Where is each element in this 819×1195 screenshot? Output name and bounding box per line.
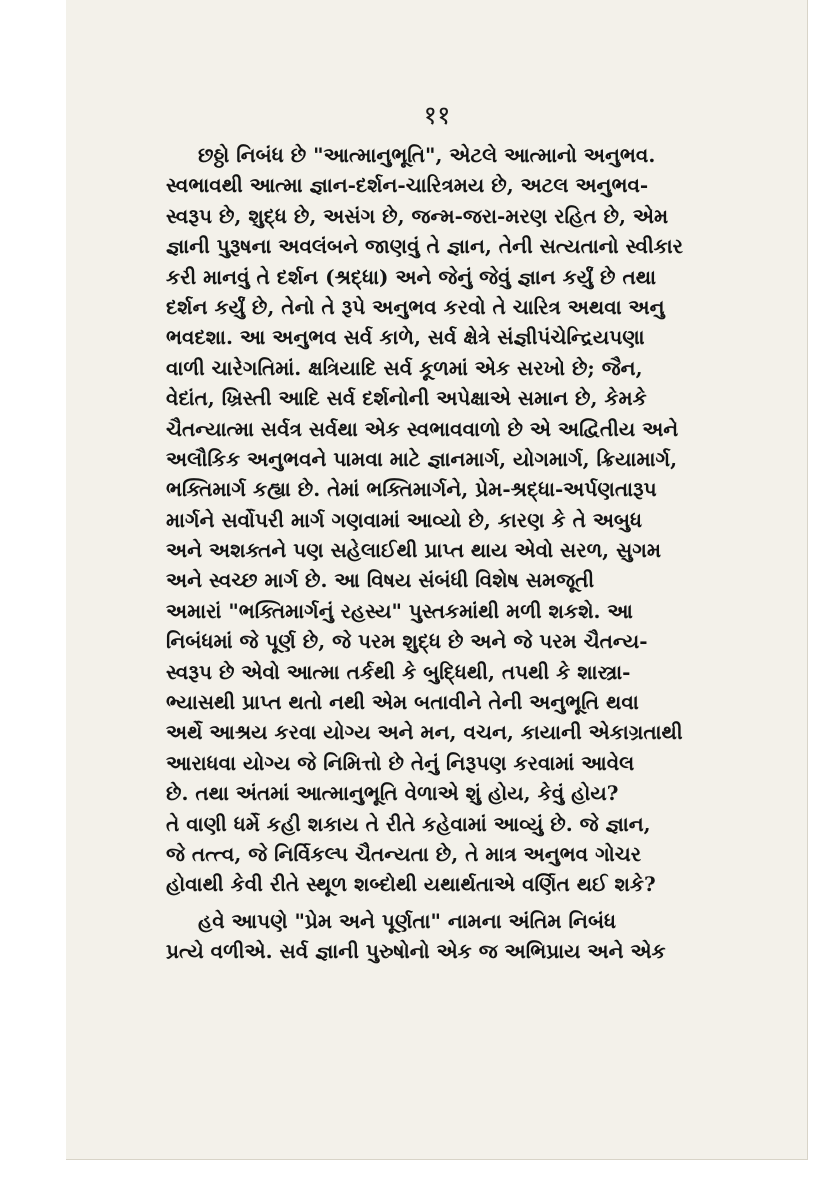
text-line: અલૌકિક અનુભવને પામવા માટે જ્ઞાનમાર્ગ, યોગમાર્ગ, ક્રિયામાર્ગ,: [166, 446, 678, 471]
text-line: જ્ઞાની પુરૂષના અવલંબને જાણવું તે જ્ઞાન, તેની સત્યતાનો સ્વીકાર: [166, 234, 684, 259]
text-line: સ્વરૂપ છે, શુદ્ધ છે, અસંગ છે, જન્મ-જરા-મરણ રહિત છે, એમ: [166, 203, 669, 228]
text-line: કરી માનવું તે દર્શન (શ્રદ્ધા) અને જેનું જેવું જ્ઞાન કર્યું છે તથા: [166, 264, 656, 289]
scanned-page: [66, 0, 808, 1160]
text-line: પ્રત્યે વળીએ. સર્વ જ્ઞાની પુરુષોનો એક જ અભિપ્રાય અને એક: [166, 939, 666, 964]
text-line: સ્વરૂપ છે એવો આત્મા તર્કથી કે બુદ્ધિથી, તપથી કે શાસ્ત્રા-: [166, 659, 631, 684]
text-line: ભ્યાસથી પ્રાપ્ત થતો નથી એમ બતાવીને તેની અનુભૂતિ થવા: [166, 690, 639, 715]
text-line: અર્થે આશ્રય કરવા યોગ્ય અને મન, વચન, કાયાની એકાગ્રતાથી: [166, 720, 683, 745]
text-line: અને સ્વચ્છ માર્ગ છે. આ વિષય સંબંધી વિશેષ સમજૂતી: [166, 568, 595, 593]
text-line: ભક્તિમાર્ગ કહ્યા છે. તેમાં ભક્તિમાર્ગને, પ્રેમ-શ્રદ્ધા-અર્પણતારૂપ: [166, 477, 657, 502]
text-line: હવે આપણે "પ્રેમ અને પૂર્ણતા" નામના અંતિમ નિબંધ: [198, 908, 616, 933]
text-line: જે તત્ત્વ, જે નિર્વિકલ્પ ચૈતન્યતા છે, તે માત્ર અનુભવ ગોચર: [166, 841, 642, 866]
text-line: છઠ્ઠો નિબંધ છે "આત્માનુભૂતિ", એટલે આત્માનો અનુભવ.: [198, 143, 656, 167]
text-line: આરાધવા યોગ્ય જે નિમિત્તો છે તેનું નિરૂપણ કરવામાં આવેલ: [166, 750, 635, 775]
text-line: વેદાંત, ખ્રિસ્તી આદિ સર્વ દર્શનોની અપેક્ષાએ સમાન છે, કેમકે: [166, 386, 647, 411]
text-line: વાળી ચારેગતિમાં. ક્ષત્રિયાદિ સર્વ કૂળમાં એક સરખો છે; જૈન,: [166, 355, 643, 380]
text-line: નિબંધમાં જે પૂર્ણ છે, જે પરમ શુદ્ધ છે અને જે પરમ ચૈતન્ય-: [166, 629, 648, 654]
text-line: સ્વભાવથી આત્મા જ્ઞાન-દર્શન-ચારિત્રમય છે, અટલ અનુભવ-: [166, 173, 649, 198]
text-line: માર્ગને સર્વોપરી માર્ગ ગણવામાં આવ્યો છે, કારણ કે તે અબુધ: [166, 507, 642, 532]
text-line: ચૈતન્યાત્મા સર્વત્ર સર્વથા એક સ્વભાવવાળો છે એ અદ્વિતીય અને: [166, 416, 679, 441]
page-number: ११: [423, 101, 451, 131]
text-line: છે. તથા અંતમાં આત્માનુભૂતિ વેળાએ શું હોય, કેવું હોય?: [166, 781, 619, 806]
text-line: ભવદશા. આ અનુભવ સર્વ કાળે, સર્વ ક્ષેત્રે સંજ્ઞીપંચેન્દ્રિયપણા: [166, 325, 645, 350]
text-line: હોવાથી કેવી રીતે સ્થૂળ શબ્દોથી યથાર્થતાએ વર્ણિત થઈ શકે?: [166, 872, 656, 897]
text-line: અને અશક્તને પણ સહેલાઈથી પ્રાપ્ત થાય એવો સરળ, સુગમ: [166, 538, 662, 563]
text-line: દર્શન કર્યું છે, તેનો તે રૂપે અનુભવ કરવો તે ચારિત્ર અથવા અનુ: [166, 294, 665, 319]
text-line: તે વાણી ધર્મે કહી શકાય તે રીતે કહેવામાં આવ્યું છે. જે જ્ઞાન,: [166, 811, 651, 836]
text-line: અમારાં "ભક્તિમાર્ગનું રહસ્ય" પુસ્તકમાંથી મળી શકશે. આ: [166, 598, 633, 623]
body-text: [166, 140, 819, 967]
